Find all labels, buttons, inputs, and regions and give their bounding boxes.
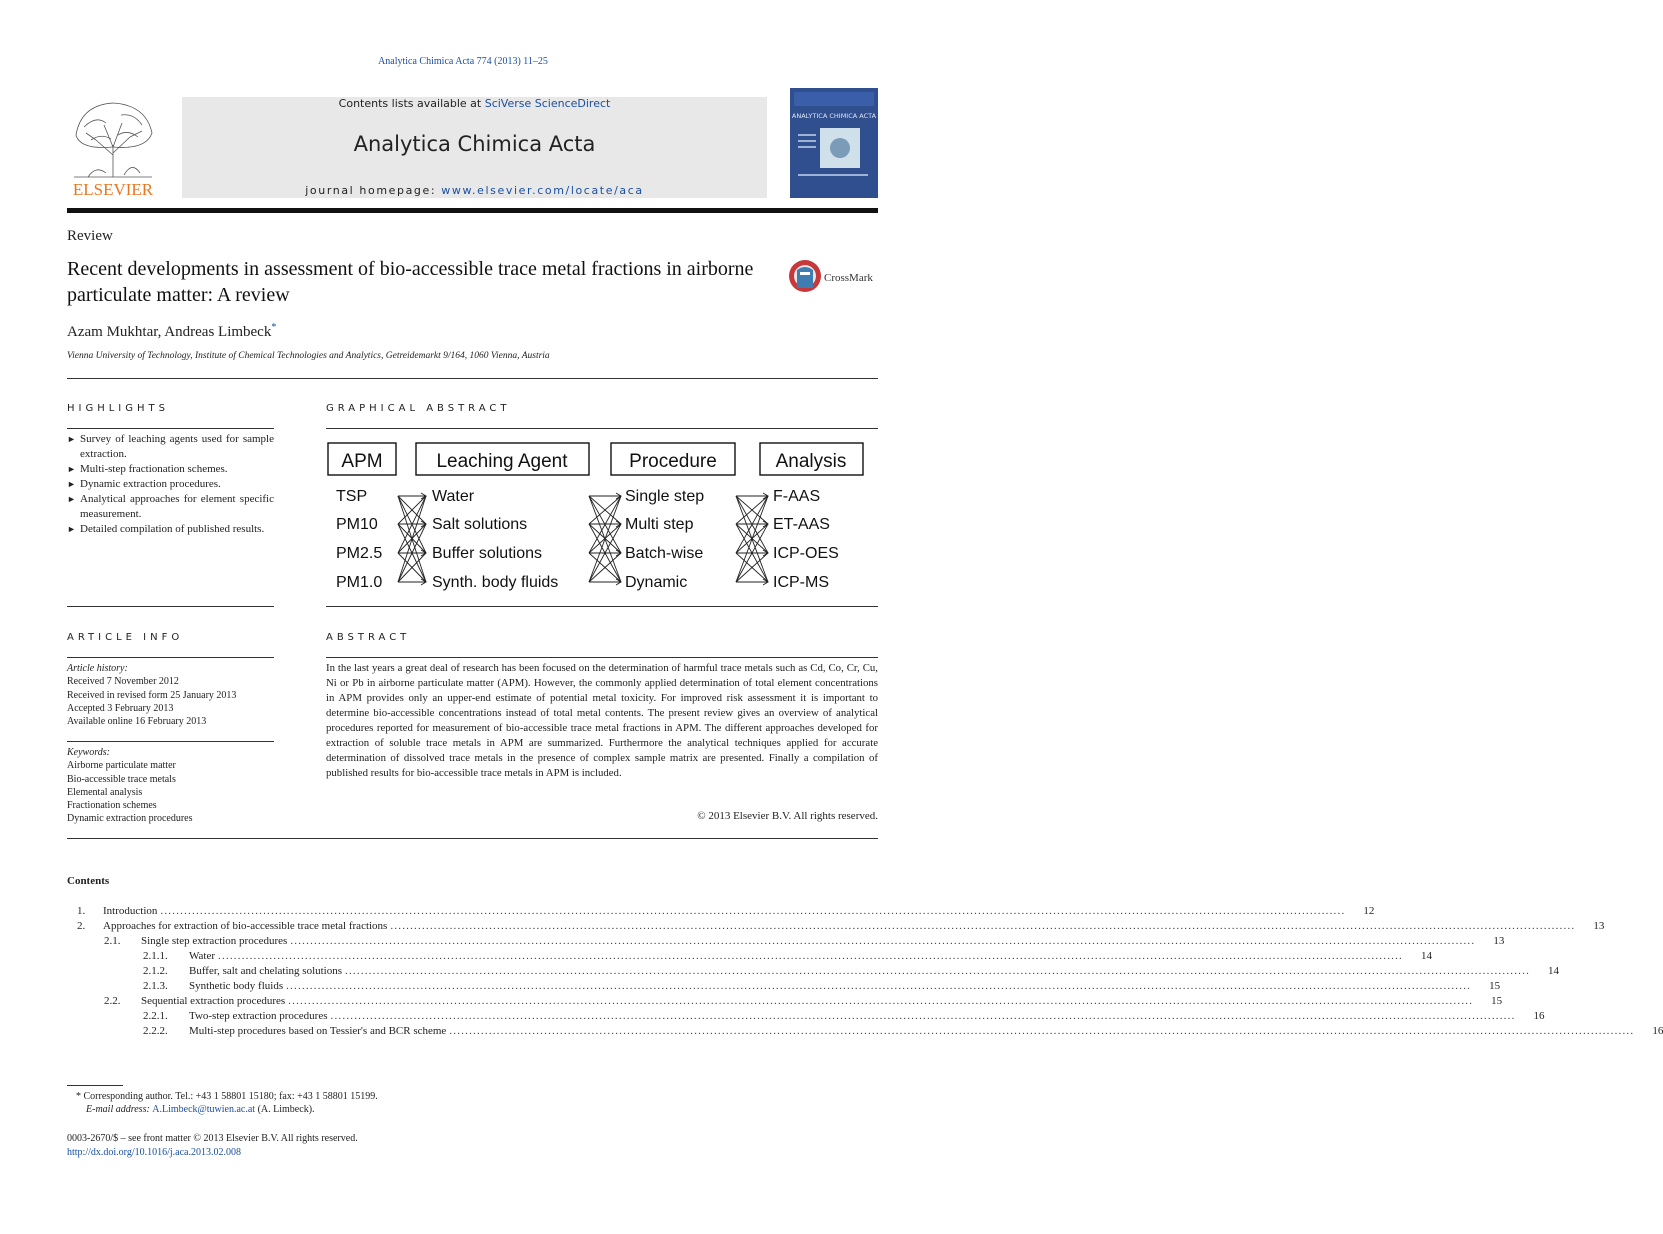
- ga-analysis-item: ET-AAS: [773, 516, 830, 533]
- bullet-icon: ►: [67, 494, 76, 504]
- email-suffix: (A. Limbeck).: [255, 1104, 315, 1115]
- sciencedirect-link[interactable]: SciVerse ScienceDirect: [484, 97, 611, 110]
- article-history: [67, 662, 274, 728]
- crossmark-icon: [789, 260, 821, 292]
- contents-title: Contents: [67, 875, 110, 887]
- highlights-heading: HIGHLIGHTS: [67, 403, 169, 414]
- abstract-copyright: © 2013 Elsevier B.V. All rights reserved.: [697, 810, 878, 822]
- toc-entry-page: 16: [1533, 1010, 1545, 1022]
- toc-leader-dots: ............................................................................................................................................................................................................................................................................................................: [286, 980, 1472, 992]
- abstract-bottom-rule: [67, 838, 878, 839]
- contents-prefix: Contents lists available at: [338, 97, 485, 110]
- email-link[interactable]: A.Limbeck@tuwien.ac.at: [152, 1104, 256, 1115]
- ga-header-procedure-label: Procedure: [629, 451, 717, 472]
- ga-procedure-item: Single step: [625, 488, 705, 505]
- article-title: Recent developments in assessment of bio-accessible trace metal fractions in airborne particulate matter: A review: [67, 258, 754, 306]
- ga-leaching-item: Synth. body fluids: [432, 574, 559, 591]
- crossmark-label: CrossMark: [824, 272, 873, 284]
- highlights-bottom-rule: [67, 606, 274, 607]
- keyword-item: Bio-accessible trace metals: [67, 773, 176, 785]
- highlight-item: ► Dynamic extraction procedures.: [67, 478, 221, 490]
- bullet-icon: ►: [67, 434, 76, 444]
- toc-entry-title: Synthetic body fluids: [189, 980, 284, 992]
- bullet-icon: ►: [67, 479, 76, 489]
- toc-entry-title: Sequential extraction procedures: [141, 995, 286, 1007]
- ga-procedure-item: Batch-wise: [625, 545, 704, 562]
- toc-leader-dots: ............................................................................................................................................................................................................................................................................................................: [345, 965, 1531, 977]
- toc-entry-title: Introduction: [103, 905, 158, 917]
- highlight-item: ► Analytical approaches for element specific measurement.: [67, 493, 274, 520]
- toc-entry[interactable]: [67, 950, 1432, 965]
- email-footnote: [86, 1104, 315, 1115]
- toc-entry-number: 2.1.: [104, 935, 121, 947]
- toc-entry-page: 15: [1489, 980, 1501, 992]
- toc-entry-title: Two-step extraction procedures: [189, 1010, 328, 1022]
- keywords-rule: [67, 741, 274, 742]
- author-affiliation: Vienna University of Technology, Institute of Chemical Technologies and Analytics, Getreidemarkt 9/164, 1060 Vienna, Austria: [67, 351, 550, 361]
- abstract-text: In the last years a great deal of research has been focused on the determination of harmful trace metals such as Cd, Co, Cr, Cu, Ni or Pb in airborne particulate matter (APM). However, the commonly applied determination of total element concentrations in APM provides only an upper-end estimate of potential metal toxicity. For improved risk assessment it is important to determine bio-accessible concentrations instead of total metal contents. The present review gives an overview of analytical procedures reported for measurement of bio-accessible trace metal fractions in APM. The different approaches developed for extraction of soluble trace metals in APM are summarized. Furthermore the analytical techniques applied for accurate determination of dissolved trace metals in the presence of complex sample matrix are presented. Finally a compilation of published results for bio-accessible trace metals in APM is included.: [326, 662, 878, 779]
- keyword-item: Fractionation schemes: [67, 800, 157, 812]
- ga-header-procedure: [611, 443, 735, 475]
- contents-available-line: [182, 97, 767, 110]
- toc-entry-number: 2.2.: [104, 995, 121, 1007]
- bullet-icon: ►: [67, 524, 76, 534]
- doi-link[interactable]: http://dx.doi.org/10.1016/j.aca.2013.02.008: [67, 1147, 241, 1158]
- toc-entry-number: 2.2.1.: [143, 1010, 168, 1022]
- toc-entry-title: Approaches for extraction of bio-accessible trace metal fractions: [103, 920, 388, 932]
- article-info-heading: ARTICLE INFO: [67, 632, 184, 643]
- keywords-label: Keywords:: [67, 747, 110, 758]
- ga-header-analysis-label: Analysis: [775, 451, 847, 472]
- ga-procedure-item: Multi step: [625, 516, 694, 533]
- toc-entry[interactable]: [67, 1010, 1545, 1025]
- journal-name: Analytica Chimica Acta: [353, 132, 596, 156]
- toc-entry-number: 2.1.1.: [143, 950, 168, 962]
- header-divider: [67, 208, 878, 213]
- keyword-item: Dynamic extraction procedures: [67, 813, 193, 825]
- toc-entry[interactable]: [67, 980, 1501, 995]
- ga-leaching-item: Salt solutions: [432, 516, 528, 533]
- ga-apm-item: TSP: [336, 488, 368, 505]
- graphical-abstract-bottom-rule: [326, 606, 878, 607]
- toc-entry-page: 15: [1491, 995, 1503, 1007]
- cover-art-icon: [790, 88, 878, 198]
- ga-analysis-item: ICP-OES: [773, 545, 839, 562]
- toc-entry-page: 14: [1548, 965, 1560, 977]
- toc-entry[interactable]: [67, 935, 1505, 950]
- toc-entry-page: 14: [1421, 950, 1432, 962]
- ga-connector-arrows: [398, 493, 768, 585]
- elsevier-wordmark: ELSEVIER: [72, 180, 154, 199]
- ga-header-apm-label: APM: [341, 451, 383, 472]
- ga-leaching-item: Buffer solutions: [432, 545, 542, 562]
- toc-entry[interactable]: [67, 1025, 1663, 1040]
- article-info-rule: [67, 657, 274, 658]
- crossmark-badge[interactable]: [788, 258, 880, 294]
- ga-apm-item: PM2.5: [336, 545, 383, 562]
- ga-apm-item: PM1.0: [336, 574, 383, 591]
- toc-entry-title: Single step extraction procedures: [141, 935, 288, 947]
- journal-reference[interactable]: Analytica Chimica Acta 774 (2013) 11–25: [378, 56, 548, 67]
- highlight-item: ► Detailed compilation of published results.: [67, 523, 265, 535]
- highlight-item: ► Multi-step fractionation schemes.: [67, 463, 228, 475]
- toc-entry-title: Water: [189, 950, 215, 962]
- keywords: [67, 746, 274, 826]
- abstract-heading: ABSTRACT: [326, 632, 411, 643]
- article-type: Review: [67, 228, 113, 244]
- ga-analysis-item: F-AAS: [773, 488, 821, 505]
- toc-entry-page: 13: [1493, 935, 1505, 947]
- ga-leaching-item: Water: [432, 488, 475, 505]
- toc-entry-number: 2.2.2.: [143, 1025, 168, 1037]
- article-history-label: Article history:: [67, 663, 128, 674]
- journal-cover-image[interactable]: [790, 88, 878, 198]
- toc-leader-dots: ............................................................................................................................................................................................................................................................................................................: [290, 935, 1476, 947]
- toc-leader-dots: ............................................................................................................................................................................................................................................................................................................: [218, 950, 1403, 962]
- graphical-abstract-figure: [326, 440, 878, 598]
- history-item: Received in revised form 25 January 2013: [67, 689, 237, 701]
- homepage-prefix: journal homepage:: [305, 184, 442, 197]
- toc-leader-dots: ............................................................................................................................................................................................................................................................................................................: [160, 905, 1346, 917]
- graphical-abstract-rule: [326, 428, 878, 429]
- toc-entry-page: 12: [1363, 905, 1375, 917]
- toc-entry[interactable]: [67, 920, 1605, 935]
- toc-entry[interactable]: [67, 905, 1375, 920]
- issn-line: 0003-2670/$ – see front matter © 2013 Elsevier B.V. All rights reserved.: [67, 1133, 358, 1144]
- keyword-item: Elemental analysis: [67, 786, 143, 798]
- highlights-rule: [67, 428, 274, 429]
- keyword-item: Airborne particulate matter: [67, 760, 176, 772]
- toc-entry[interactable]: [67, 965, 1560, 980]
- highlights-list: [67, 432, 274, 537]
- cover-title: ANALYTICA CHIMICA ACTA: [791, 112, 877, 120]
- toc-entry-title: Multi-step procedures based on Tessier's and BCR scheme: [189, 1025, 447, 1037]
- toc-entry-number: 2.1.3.: [143, 980, 168, 992]
- toc-leader-dots: ............................................................................................................................................................................................................................................................................................................: [390, 920, 1576, 932]
- bullet-icon: ►: [67, 464, 76, 474]
- toc-entry-number: 2.: [77, 920, 86, 932]
- author-list: [67, 322, 276, 341]
- ga-analysis-item: ICP-MS: [773, 574, 829, 591]
- history-item: Available online 16 February 2013: [67, 716, 207, 728]
- ga-header-apm: [328, 443, 396, 475]
- footnote-text: Corresponding author. Tel.: +43 1 58801 15180; fax: +43 1 58801 15199.: [83, 1091, 378, 1102]
- history-item: Received 7 November 2012: [67, 676, 179, 688]
- elsevier-tree-logo-icon: [66, 95, 160, 199]
- abstract-rule: [326, 657, 878, 658]
- footnote-mark: *: [76, 1091, 81, 1102]
- journal-homepage: [182, 184, 767, 197]
- ga-header-leaching-agent: [416, 443, 589, 475]
- toc-entry-page: 16: [1652, 1025, 1663, 1037]
- toc-entry-page: 13: [1593, 920, 1605, 932]
- ga-procedure-item: Dynamic: [625, 574, 688, 591]
- graphical-abstract-heading: GRAPHICAL ABSTRACT: [326, 403, 511, 414]
- front-matter-divider: [67, 378, 878, 379]
- toc-entry-number: 2.1.2.: [143, 965, 168, 977]
- ga-header-leaching-agent-label: Leaching Agent: [436, 451, 568, 472]
- history-item: Accepted 3 February 2013: [67, 702, 174, 714]
- corresponding-author-footnote: [76, 1091, 378, 1102]
- ga-apm-item: PM10: [336, 516, 378, 533]
- email-label: E-mail address:: [86, 1104, 153, 1115]
- toc-entry[interactable]: [67, 995, 1503, 1010]
- homepage-link[interactable]: www.elsevier.com/locate/aca: [441, 184, 644, 197]
- toc-leader-dots: ............................................................................................................................................................................................................................................................................................................: [330, 1010, 1516, 1022]
- highlight-item: ► Survey of leaching agents used for sample extraction.: [67, 433, 274, 460]
- authors-names: Azam Mukhtar, Andreas Limbeck: [67, 324, 272, 340]
- footnote-rule: [67, 1085, 123, 1086]
- ga-header-analysis: [760, 443, 863, 475]
- toc-leader-dots: ............................................................................................................................................................................................................................................................................................................: [288, 995, 1474, 1007]
- corresponding-author-mark[interactable]: *: [271, 322, 277, 333]
- toc-entry-title: Buffer, salt and chelating solutions: [189, 965, 343, 977]
- toc-entry-number: 1.: [77, 905, 86, 917]
- toc-leader-dots: ............................................................................................................................................................................................................................................................................................................: [449, 1025, 1635, 1037]
